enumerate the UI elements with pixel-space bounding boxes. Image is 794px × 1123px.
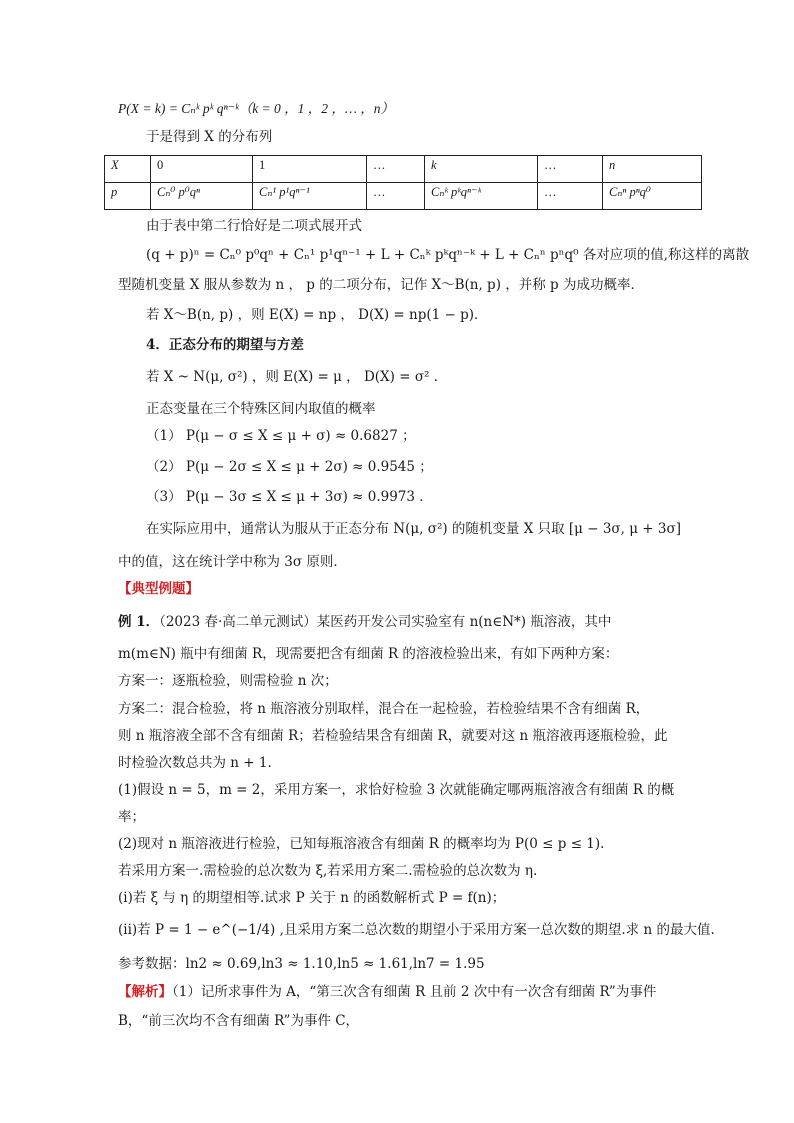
table-cell: p [105, 183, 151, 210]
example-label: 例 1． [118, 614, 160, 630]
table-cell: Cₙ⁰ p⁰qⁿ [151, 183, 253, 210]
question-2-part-ii: (ii)若 P = 1 − e^(−1/4) ,且采用方案二总次数的期望小于采用方案一总次数的期望.求 n 的最大值. [118, 922, 715, 938]
table-cell: Cₙⁿ pⁿq⁰ [603, 183, 702, 210]
table-cell: Cₙᵏ pᵏqⁿ⁻ᵏ [425, 183, 538, 210]
question-1-line-1: (1)假设 n = 5，m = 2，采用方案一，求恰好检验 3 次就能确定哪两瓶溶液含有细菌 R 的概 [118, 782, 675, 798]
normal-intervals-intro: 正态变量在三个特殊区间内取值的概率 [146, 401, 376, 417]
question-2-line-1: (2)现对 n 瓶溶液进行检验，已知每瓶溶液含有细菌 R 的概率均为 P(0 ≤ p ≤ 1). [118, 836, 605, 852]
question-2-part-i: (i)若 ξ 与 η 的期望相等.试求 P 关于 n 的函数解析式 P = f(n)； [118, 890, 506, 906]
solution-text: （1）记所求事件为 A，“第三次含有细菌 R 且前 2 次中有一次含有细菌 R”为事件 [172, 984, 657, 1000]
table-cell: Cₙ¹ p¹qⁿ⁻¹ [253, 183, 367, 210]
table-row [105, 156, 702, 183]
example-1-line-1 [118, 613, 611, 631]
section-title-examples: 【典型例题】 [118, 581, 199, 597]
reference-data: 参考数据：ln2 ≈ 0.69,ln3 ≈ 1.10,ln5 ≈ 1.61,ln7 = 1.95 [118, 956, 485, 972]
normal-interval-3: （3） P(μ − 3σ ≤ X ≤ μ + 3σ) ≈ 0.9973 ． [146, 489, 433, 505]
table-cell: 0 [151, 156, 253, 183]
table-cell: … [538, 183, 603, 210]
question-1-line-2: 率； [118, 809, 145, 825]
table-cell: X [105, 156, 151, 183]
binomial-definition: 型随机变量 X 服从参数为 n ， p 的二项分布，记作 X～B(n, p) ，并称 p 为成功概率． [118, 277, 644, 293]
normal-interval-2: （2） P(μ − 2σ ≤ X ≤ μ + 2σ) ≈ 0.9545 ； [146, 459, 433, 475]
solution-line-1 [118, 983, 656, 1001]
table-cell: n [603, 156, 702, 183]
binomial-expansion: (q + p)ⁿ = Cₙ⁰ p⁰qⁿ + Cₙ¹ p¹qⁿ⁻¹ + L + Cₙᵏ pᵏqⁿ⁻ᵏ + L + Cₙⁿ pⁿq⁰ 各对应项的值,称这样的离散 [146, 247, 750, 263]
plan-two-line-1: 方案二：混合检验，将 n 瓶溶液分别取样，混合在一起检验，若检验结果不含有细菌 R， [118, 701, 650, 717]
normal-interval-1: （1） P(μ − σ ≤ X ≤ μ + σ) ≈ 0.6827 ； [146, 428, 416, 444]
plan-one: 方案一：逐瓶检验，则需检验 n 次； [118, 673, 338, 689]
plan-two-line-2: 则 n 瓶溶液全部不含有细菌 R；若检验结果含有细菌 R，就要对这 n 瓶溶液再逐瓶检验，此 [118, 728, 668, 744]
section-heading: 4．正态分布的期望与方差 [146, 337, 304, 353]
three-sigma-rule-cont: 中的值，这在统计学中称为 3σ 原则． [118, 554, 347, 570]
binomial-line-1: 由于表中第二行恰好是二项式展开式 [146, 218, 362, 234]
solution-tag: 【解析】 [118, 984, 172, 1000]
table-cell: k [425, 156, 538, 183]
table-cell: … [367, 156, 425, 183]
binomial-expectation: 若 X～B(n, p) ，则 E(X) = np ， D(X) = np(1 − p)． [146, 307, 488, 323]
normal-definition: 若 X ~ N(μ, σ²) ，则 E(X) = μ ， D(X) = σ² ． [146, 369, 448, 385]
table-cell: 1 [253, 156, 367, 183]
distribution-table [104, 155, 702, 210]
question-2-line-2: 若采用方案一.需检验的总次数为 ξ,若采用方案二.需检验的总次数为 η. [118, 863, 538, 879]
table-cell: … [367, 183, 425, 210]
binomial-pmf-formula: P(X = k) = Cₙᵏ pᵏ qⁿ⁻ᵏ（k = 0 ，1 ，2 ，… ，n） [118, 101, 395, 116]
example-1-line-2: m(m∈N) 瓶中有细菌 R，现需要把含有细菌 R 的溶液检验出来，有如下两种方案： [118, 646, 619, 662]
three-sigma-rule: 在实际应用中，通常认为服从于正态分布 N(μ, σ²) 的随机变量 X 只取 [μ − 3σ, μ + 3σ] [146, 521, 681, 537]
table-cell: … [538, 156, 603, 183]
table-row [105, 183, 702, 210]
solution-line-2: B，“前三次均不含有细菌 R”为事件 C， [118, 1013, 360, 1029]
example-text: （2023 春·高二单元测试）某医药开发公司实验室有 n(n∈N*) 瓶溶液，其中 [159, 614, 612, 630]
plan-two-line-3: 时检验次数总共为 n + 1. [118, 755, 272, 771]
distribution-intro: 于是得到 X 的分布列 [146, 129, 273, 145]
